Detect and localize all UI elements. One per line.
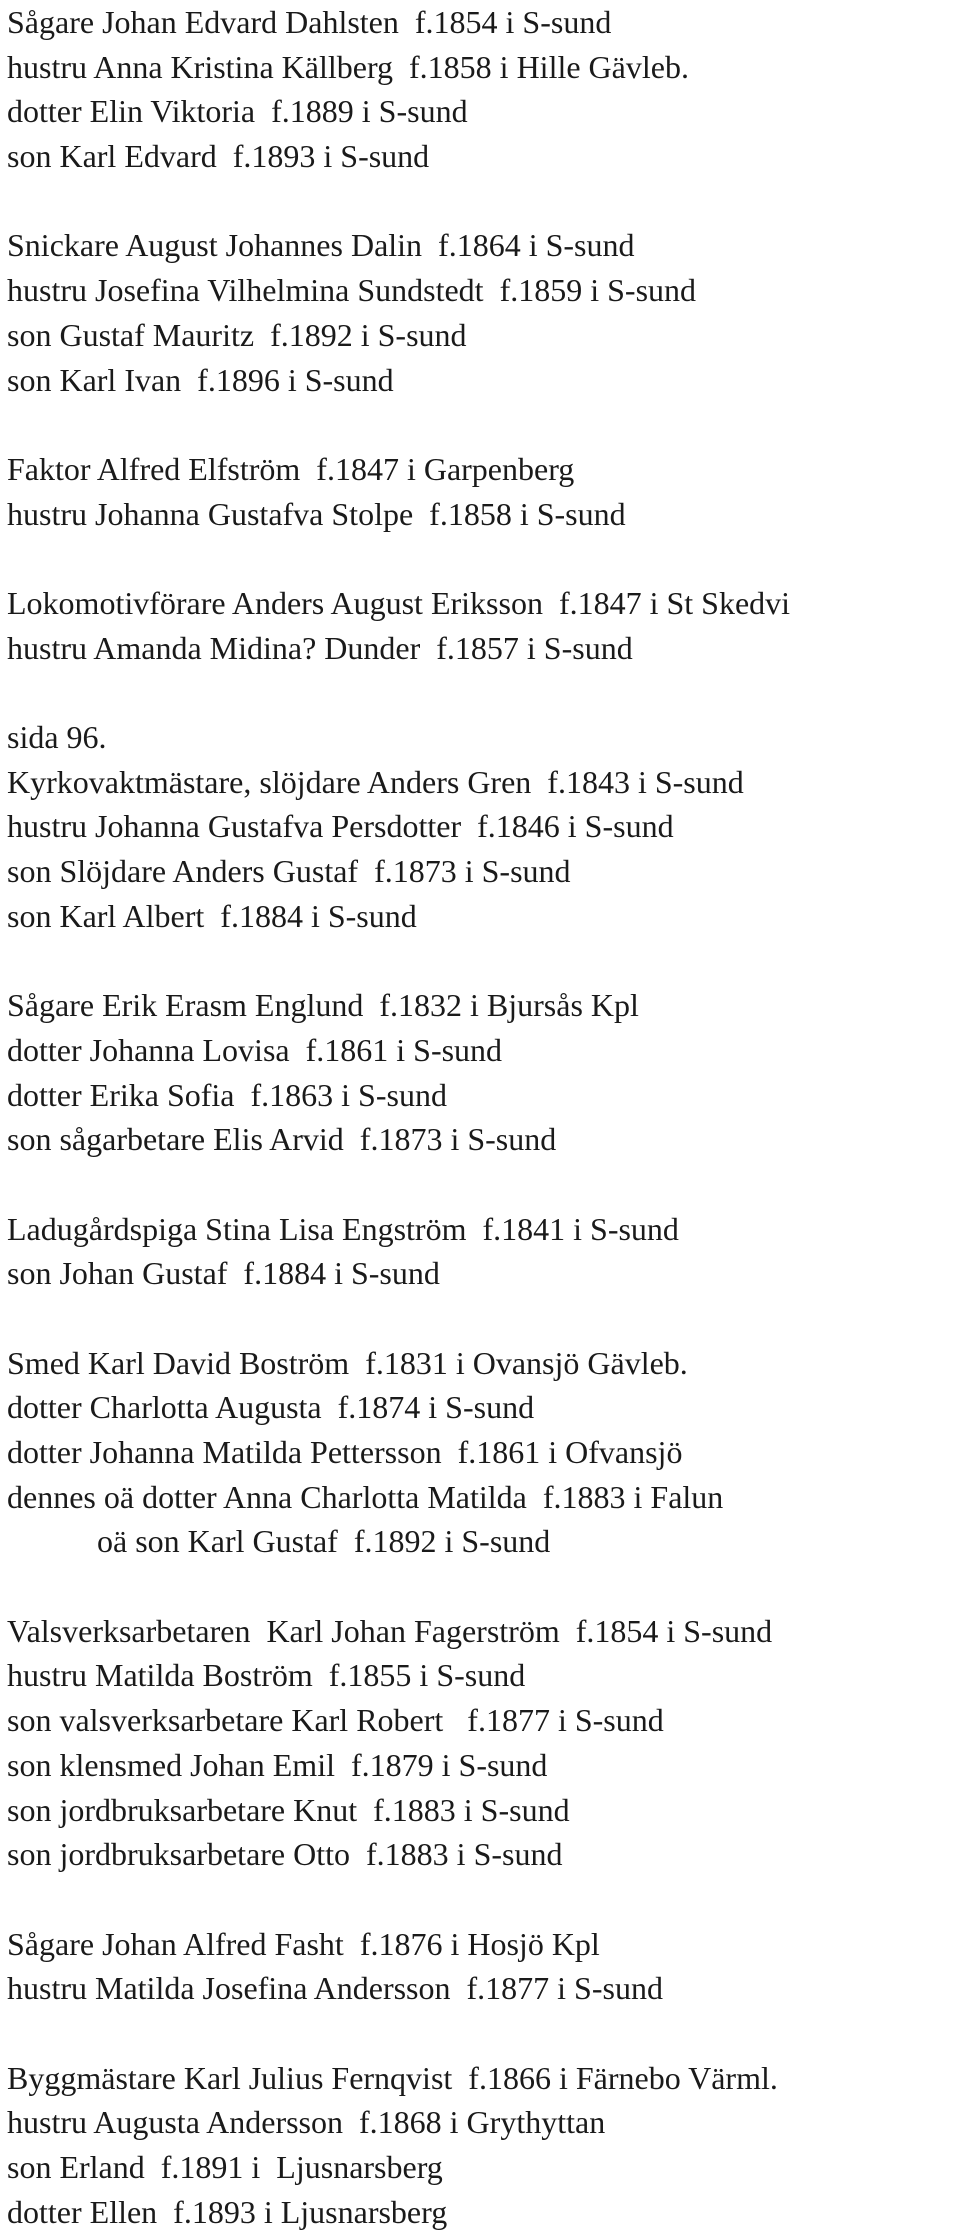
entry-line: son Karl Ivan f.1896 i S-sund: [7, 361, 394, 398]
entry-line: hustru Josefina Vilhelmina Sundstedt f.1859 i S-sund: [7, 272, 697, 309]
section-gap: [7, 1296, 957, 1341]
entry-line: dotter Erika Sofia f.1863 i S-sund: [7, 1076, 447, 1113]
register-page: [7, 0, 957, 2234]
entry-line: Kyrkovaktmästare, slöjdare Anders Gren f.1843 i S-sund: [7, 763, 744, 800]
household-eriksson: [7, 581, 957, 670]
entry-line: son Gustaf Mauritz f.1892 i S-sund: [7, 316, 467, 353]
section-gap: [7, 179, 957, 224]
entry-line: Sågare Erik Erasm Englund f.1832 i Bjursås Kpl: [7, 987, 639, 1024]
entry-line: son Karl Edvard f.1893 i S-sund: [7, 138, 430, 175]
entry-line: Sågare Johan Alfred Fasht f.1876 i Hosjö Kpl: [7, 1925, 600, 1962]
section-gap: [7, 2011, 957, 2056]
household-fagerstrom: [7, 1609, 957, 1877]
entry-line: Snickare August Johannes Dalin f.1864 i S-sund: [7, 227, 635, 264]
household-englund: [7, 983, 957, 1162]
entry-line: hustru Anna Kristina Källberg f.1858 i Hille Gävleb.: [7, 48, 689, 85]
entry-line: son sågarbetare Elis Arvid f.1873 i S-sund: [7, 1121, 557, 1158]
entry-line: Valsverksarbetaren Karl Johan Fagerström f.1854 i S-sund: [7, 1612, 773, 1649]
entry-line: dotter Elin Viktoria f.1889 i S-sund: [7, 93, 468, 130]
entry-line: Byggmästare Karl Julius Fernqvist f.1866 i Färnebo Värml.: [7, 2059, 778, 2096]
entry-line: Faktor Alfred Elfström f.1847 i Garpenberg: [7, 450, 575, 487]
household-engstrom: [7, 1207, 957, 1296]
entry-line: Smed Karl David Boström f.1831 i Ovansjö Gävleb.: [7, 1344, 688, 1381]
entry-line: Sågare Johan Edvard Dahlsten f.1854 i S-sund: [7, 4, 612, 40]
entry-line: hustru Johanna Gustafva Stolpe f.1858 i S-sund: [7, 495, 626, 532]
entry-line: dotter Charlotta Augusta f.1874 i S-sund: [7, 1389, 535, 1426]
entry-line: son valsverksarbetare Karl Robert f.1877 i S-sund: [7, 1702, 664, 1739]
section-gap: [7, 670, 957, 715]
entry-line: son Slöjdare Anders Gustaf f.1873 i S-sund: [7, 853, 571, 890]
entry-line: son jordbruksarbetare Otto f.1883 i S-sund: [7, 1836, 563, 1873]
entry-line: hustru Augusta Andersson f.1868 i Grythyttan: [7, 2104, 606, 2141]
entry-line: son Erland f.1891 i Ljusnarsberg: [7, 2149, 443, 2185]
entry-line: dennes oä dotter Anna Charlotta Matilda f.1883 i Falun: [7, 1478, 724, 1515]
entry-line: hustru Matilda Josefina Andersson f.1877 i S-sund: [7, 1970, 663, 2007]
household-gren: [7, 715, 957, 938]
entry-line: dotter Johanna Lovisa f.1861 i S-sund: [7, 1031, 503, 1068]
household-fasht: [7, 1922, 957, 2011]
entry-line: sida 96.: [7, 719, 107, 755]
section-gap: [7, 1162, 957, 1207]
entry-line: hustru Amanda Midina? Dunder f.1857 i S-sund: [7, 629, 633, 666]
entry-line: son jordbruksarbetare Knut f.1883 i S-sund: [7, 1791, 570, 1828]
entry-line: dotter Johanna Matilda Pettersson f.1861 i Ofvansjö: [7, 1434, 683, 1470]
entry-line: son Karl Albert f.1884 i S-sund: [7, 897, 417, 934]
entry-line: son klensmed Johan Emil f.1879 i S-sund: [7, 1746, 548, 1783]
entry-line: Ladugårdspiga Stina Lisa Engström f.1841 i S-sund: [7, 1210, 679, 1247]
household-fernqvist: [7, 2056, 957, 2234]
entry-line: dotter Ellen f.1893 i Ljusnarsberg: [7, 2193, 448, 2230]
section-gap: [7, 536, 957, 581]
section-gap: [7, 938, 957, 983]
entry-line: Lokomotivförare Anders August Eriksson f.1847 i St Skedvi: [7, 584, 791, 621]
household-dahlsten: [7, 0, 957, 179]
section-gap: [7, 1877, 957, 1922]
household-elfstrom: [7, 447, 957, 536]
entry-line: hustru Matilda Boström f.1855 i S-sund: [7, 1657, 526, 1694]
entry-line: son Johan Gustaf f.1884 i S-sund: [7, 1255, 440, 1292]
entry-line: hustru Johanna Gustafva Persdotter f.1846 i S-sund: [7, 808, 674, 845]
section-gap: [7, 1564, 957, 1609]
household-bostrom: [7, 1341, 957, 1564]
section-gap: [7, 402, 957, 447]
entry-line: oä son Karl Gustaf f.1892 i S-sund: [97, 1523, 551, 1560]
household-dalin: [7, 223, 957, 402]
